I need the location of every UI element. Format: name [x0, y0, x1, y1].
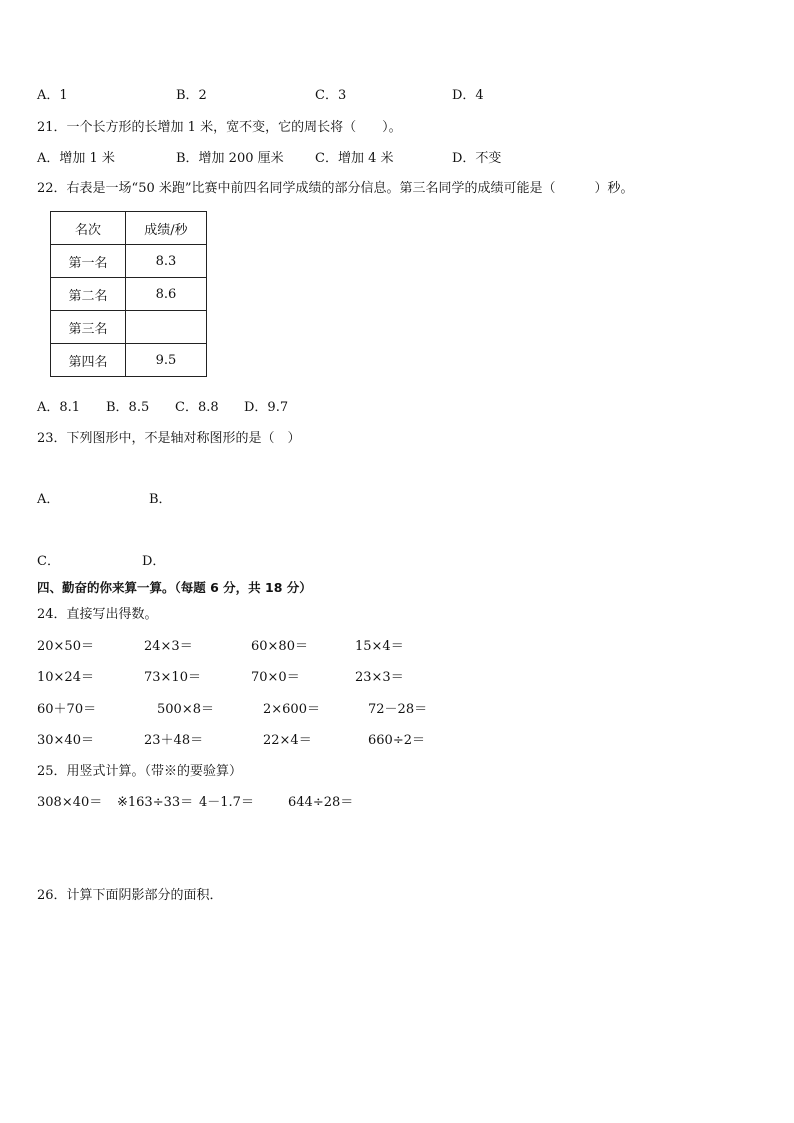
q26-question: 26．计算下面阴影部分的面积．	[37, 888, 223, 903]
calc-item: 73×10＝	[144, 670, 201, 685]
q21-question: 21．一个长方形的长增加 1 米，宽不变，它的周长将（ ）。	[37, 120, 402, 135]
table-cell: 第四名	[51, 344, 126, 377]
calc-item: 72－28＝	[368, 702, 428, 717]
q23-option-b: B．	[149, 492, 172, 507]
vertical-calc-item: 4－1.7＝	[199, 795, 254, 810]
q25-question: 25．用竖式计算。（带※的要验算）	[37, 764, 243, 779]
calc-item: 60×80＝	[251, 639, 308, 654]
table-row	[51, 311, 207, 344]
q22-option-c: C．8.8	[175, 400, 219, 415]
calc-item: 30×40＝	[37, 733, 94, 748]
q23-option-a: A．	[37, 492, 60, 507]
calc-item: 660÷2＝	[368, 733, 425, 748]
calc-item: 23＋48＝	[144, 733, 204, 748]
calc-item: 23×3＝	[355, 670, 404, 685]
table-cell: 9.5	[126, 344, 207, 377]
calc-item: 2×600＝	[263, 702, 320, 717]
q20-option-a: A．1	[37, 88, 68, 103]
table-row	[51, 344, 207, 377]
q21-option-a: A．增加 1 米	[37, 151, 115, 166]
calc-item: 24×3＝	[144, 639, 193, 654]
q22-question: 22．右表是一场“50 米跑”比赛中前四名同学成绩的部分信息。第三名同学的成绩可能是（ ）秒。	[37, 181, 634, 196]
q21-option-c: C．增加 4 米	[315, 151, 394, 166]
q22-option-b: B．8.5	[106, 400, 150, 415]
calc-item: 15×4＝	[355, 639, 404, 654]
calc-item: 500×8＝	[157, 702, 214, 717]
calc-item: 20×50＝	[37, 639, 94, 654]
table-cell: 第二名	[51, 278, 126, 311]
ranking-table	[50, 211, 207, 377]
q22-option-a: A．8.1	[37, 400, 81, 415]
calc-item: 70×0＝	[251, 670, 300, 685]
q20-option-c: C．3	[315, 88, 347, 103]
table-cell	[126, 311, 207, 344]
table-header-row	[51, 212, 207, 245]
q23-option-c: C．	[37, 554, 60, 569]
q21-option-d: D．不变	[452, 151, 502, 166]
q22-option-d: D．9.7	[244, 400, 289, 415]
q23-option-d: D．	[142, 554, 166, 569]
table-cell: 8.3	[126, 245, 207, 278]
q20-option-d: D．4	[452, 88, 484, 103]
table-row	[51, 278, 207, 311]
q24-question: 24．直接写出得数。	[37, 607, 158, 622]
vertical-calc-item: 644÷28＝	[288, 795, 354, 810]
q21-option-b: B．增加 200 厘米	[176, 151, 284, 166]
table-cell: 第三名	[51, 311, 126, 344]
calc-item: 10×24＝	[37, 670, 94, 685]
vertical-calc-item: 308×40＝	[37, 795, 103, 810]
table-cell: 第一名	[51, 245, 126, 278]
calc-item: 22×4＝	[263, 733, 312, 748]
section-title: 四、勤奋的你来算一算。（每题 6 分，共 18 分）	[37, 580, 312, 595]
table-row	[51, 245, 207, 278]
table-header-cell: 成绩/秒	[126, 212, 207, 245]
calc-item: 60＋70＝	[37, 702, 97, 717]
q23-question: 23．下列图形中，不是轴对称图形的是（ ）	[37, 431, 301, 446]
vertical-calc-item: ※163÷33＝	[117, 795, 194, 810]
table-cell: 8.6	[126, 278, 207, 311]
q20-option-b: B．2	[176, 88, 207, 103]
table-header-cell: 名次	[51, 212, 126, 245]
